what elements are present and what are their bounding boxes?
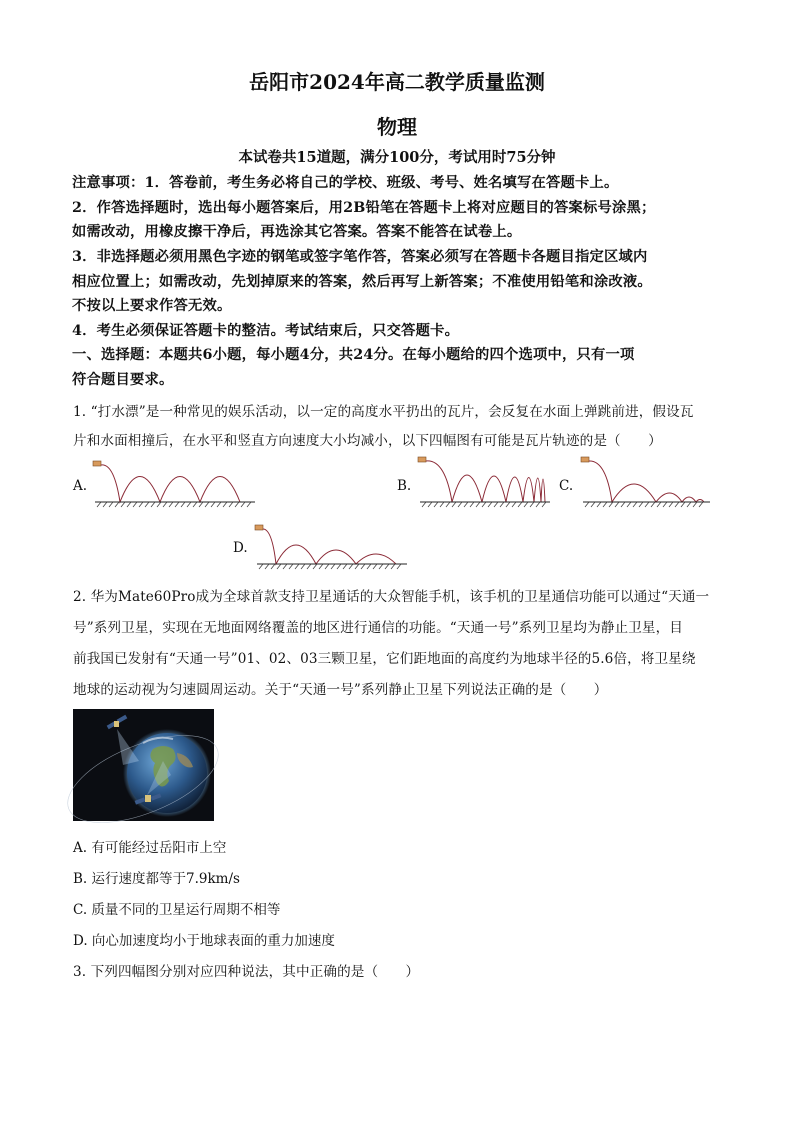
q1-option-d-label: D.	[233, 540, 248, 556]
notice-line: 3．非选择题必须用黑色字迹的钢笔或签字笔作答，答案必须写在答题卡各题目指定区域内	[72, 249, 648, 265]
question-2-text: 前我国已发射有“天通一号”01、02、03三颗卫星，它们距地面的高度约为地球半径的5.6倍，将卫星绕	[73, 651, 696, 667]
notice-line: 相应位置上；如需改动，先划掉原来的答案，然后再写上新答案；不准使用铅笔和涂改液。	[72, 274, 652, 290]
notice-line: 注意事项：1．答卷前，考生务必将自己的学校、班级、考号、姓名填写在答题卡上。	[72, 175, 619, 191]
trajectory-curve	[263, 529, 396, 564]
q1-option-b-label: B.	[397, 478, 412, 494]
hatch-pattern	[422, 502, 546, 507]
stone-icon	[581, 457, 589, 462]
notice-line: 如需改动，用橡皮擦干净后，再选涂其它答案。答案不能答在试卷上。	[72, 224, 522, 240]
notice-line: 2．作答选择题时，选出每小题答案后，用2B铅笔在答题卡上将对应题目的答案标号涂黑；	[72, 200, 656, 216]
q1-option-c-label: C.	[559, 478, 574, 494]
q1-figure-b	[415, 454, 555, 508]
notice-line: 4．考生必须保证答题卡的整洁。考试结束后，只交答题卡。	[72, 323, 460, 339]
question-1-text: 1. “打水漂”是一种常见的娱乐活动，以一定的高度水平扔出的瓦片，会反复在水面上弹跳前进，假设瓦	[73, 404, 694, 420]
stone-icon	[255, 525, 263, 530]
trajectory-curve	[589, 461, 704, 502]
exam-subtitle: 本试卷共15道题，满分100分，考试用时75分钟	[238, 149, 556, 166]
trajectory-curve	[101, 465, 240, 502]
notice-line: 不按以上要求作答无效。	[72, 298, 232, 314]
stone-icon	[418, 457, 426, 462]
question-2-text: 地球的运动视为匀速圆周运动。关于“天通一号”系列静止卫星下列说法正确的是（ ）	[73, 682, 608, 698]
q2-option-b: B. 运行速度都等于7.9km/s	[73, 871, 240, 887]
trajectory-curve	[426, 461, 545, 502]
q1-option-a-label: A.	[73, 478, 88, 494]
hatch-pattern	[259, 564, 401, 569]
q1-figure-c	[578, 454, 713, 508]
section-heading: 符合题目要求。	[72, 372, 174, 388]
q2-option-a: A. 有可能经过岳阳市上空	[73, 840, 227, 856]
question-1-text: 片和水面相撞后，在水平和竖直方向速度大小均减小，以下四幅图有可能是瓦片轨迹的是（ ）	[73, 433, 662, 449]
q2-option-d: D. 向心加速度均小于地球表面的重力加速度	[73, 933, 335, 949]
question-2-text: 号”系列卫星，实现在无地面网络覆盖的地区进行通信的功能。“天通一号”系列卫星均为静止卫星，目	[73, 620, 683, 636]
subject-title: 物理	[377, 115, 417, 139]
stone-icon	[93, 461, 101, 466]
exam-title: 岳阳市2024年高二教学质量监测	[249, 70, 545, 94]
q2-option-c: C. 质量不同的卫星运行周期不相等	[73, 902, 281, 918]
question-3-text: 3. 下列四幅图分别对应四种说法，其中正确的是（ ）	[73, 964, 420, 980]
satellite-earth-image	[73, 709, 214, 821]
q1-figure-d	[252, 522, 412, 570]
section-heading: 一、选择题：本题共6小题，每小题4分，共24分。在每小题给的四个选项中，只有一项	[72, 347, 635, 363]
q1-figure-a	[90, 458, 260, 508]
hatch-pattern	[585, 502, 703, 507]
question-2-text: 2. 华为Mate60Pro成为全球首款支持卫星通话的大众智能手机，该手机的卫星通信功能可以通过“天通一	[73, 589, 710, 605]
